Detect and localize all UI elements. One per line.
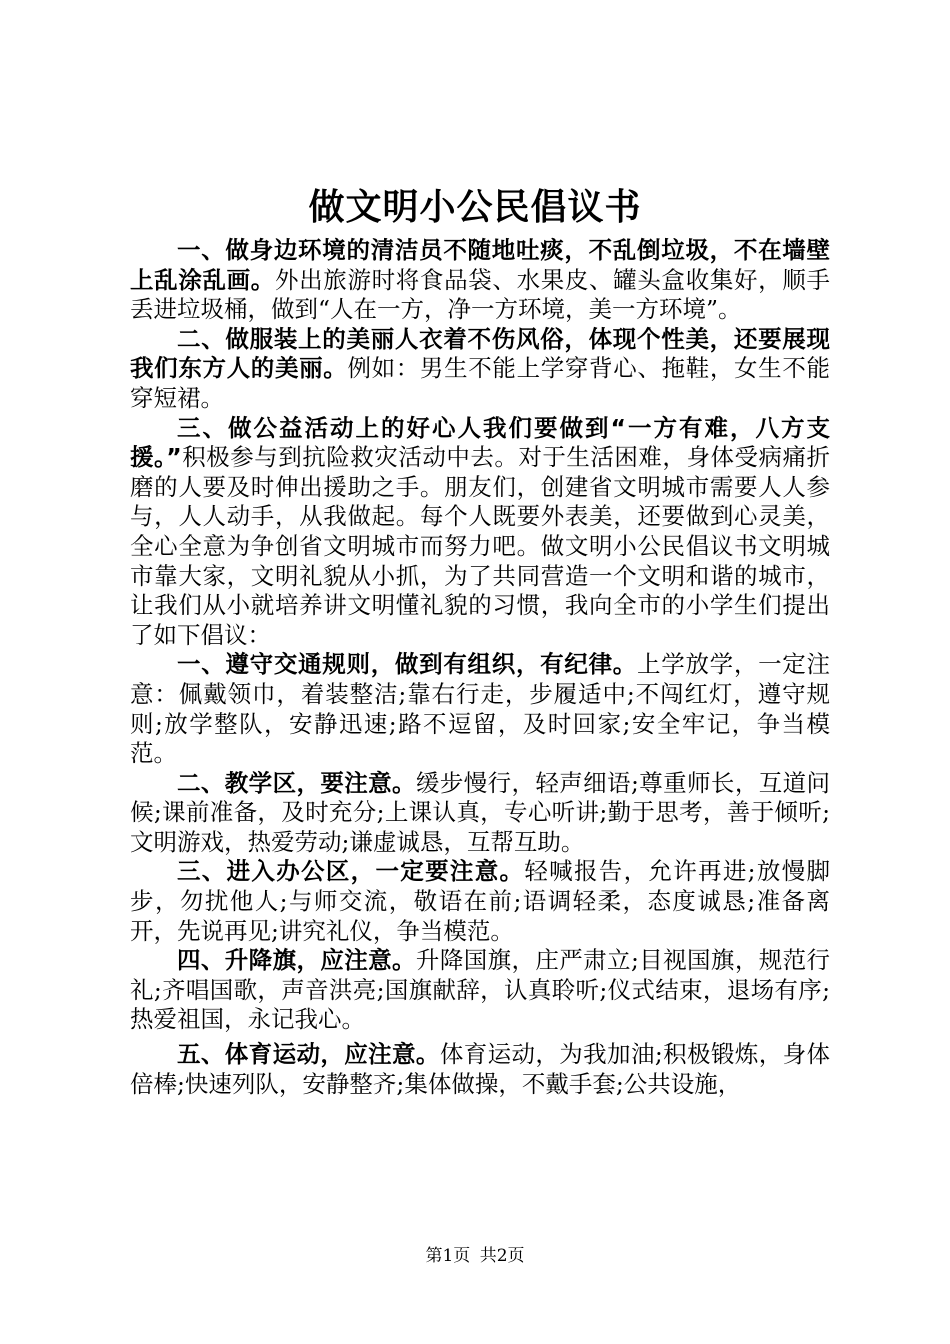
paragraph (130, 236, 830, 325)
paragraph-lead: 二、教学区，要注意。 (177, 768, 416, 797)
paragraph-lead: 五、体育运动，应注意。 (177, 1040, 440, 1069)
paragraph-text: 例如：男生不能上学穿背心、拖鞋，女生不能穿短裙。 (130, 354, 831, 412)
paragraph-text: 外出旅游时将食品袋、水果皮、罐头盒收集好，顺手丢进垃圾桶，做到“人在一方，净一方环境，美一方环境”。 (130, 265, 831, 324)
paragraph (130, 414, 830, 651)
paragraph (130, 1040, 830, 1099)
paragraph (130, 857, 830, 946)
paragraph-text: 轻喊报告，允许再进;放慢脚步，勿扰他人;与师交流，敬语在前;语调轻柔，态度诚恳;准备离开，先说再见;讲究礼仪，争当模范。 (130, 857, 831, 945)
document-title: 做文明小公民倡议书 (308, 187, 642, 228)
paragraph-lead: 三、做公益活动上的好心人我们要做到“一方有难，八方支援。” (130, 413, 830, 472)
paragraph (130, 325, 830, 414)
page-number-footer: 第1页 共2页 (425, 1246, 525, 1266)
paragraph-lead: 四、升降旗，应注意。 (177, 946, 416, 975)
paragraph-text: 积极参与到抗险救灾活动中去。对于生活困难，身体受病痛折磨的人要及时伸出援助之手。朋友们，创建省文明城市需要人人参与，人人动手，从我做起。每个人既要外表美，还要做到心灵美，全心全意为争创省文明城市而努力吧。做文明小公民倡议书文明城市靠大家，文明礼貌从小抓，为了共同营造一个文明和谐的城市，让我们从小就培养讲文明懂礼貌的习惯，我向全市的小学生们提出了如下倡议： (130, 443, 830, 649)
paragraph (130, 769, 830, 858)
paragraph-text: 体育运动，为我加油;积极锻炼，身体倍棒;快速列队，安静整齐;集体做操，不戴手套;公共设施， (130, 1040, 830, 1098)
paragraph-lead: 一、做身边环境的清洁员不随地吐痰，不乱倒垃圾，不在墙壁上乱涂乱画。 (130, 236, 830, 294)
paragraph-lead: 三、进入办公区，一定要注意。 (177, 857, 525, 886)
paragraph-text: 升降国旗，庄严肃立;目视国旗，规范行礼;齐唱国歌，声音洪亮;国旗献辞，认真聆听;仪式结束，退场有序;热爱祖国，永记我心。 (130, 946, 830, 1034)
document-body (130, 236, 830, 1099)
paragraph-text: 缓步慢行，轻声细语;尊重师长，互道问候;课前准备，及时充分;上课认真，专心听讲;勤于思考，善于倾听;文明游戏，热爱劳动;谦虚诚恳，互帮互助。 (130, 768, 830, 856)
paragraph (130, 946, 830, 1035)
paragraph (130, 650, 830, 768)
paragraph-text: 上学放学，一定注意：佩戴领巾，着装整洁;靠右行走，步履适中;不闯红灯，遵守规则;放学整队，安静迅速;路不逗留，及时回家;安全牢记，争当模范。 (130, 650, 831, 768)
paragraph-lead: 二、做服装上的美丽人衣着不伤风俗，体现个性美，还要展现我们东方人的美丽。 (130, 324, 830, 383)
paragraph-lead: 一、遵守交通规则，做到有组织，有纪律。 (177, 650, 638, 679)
